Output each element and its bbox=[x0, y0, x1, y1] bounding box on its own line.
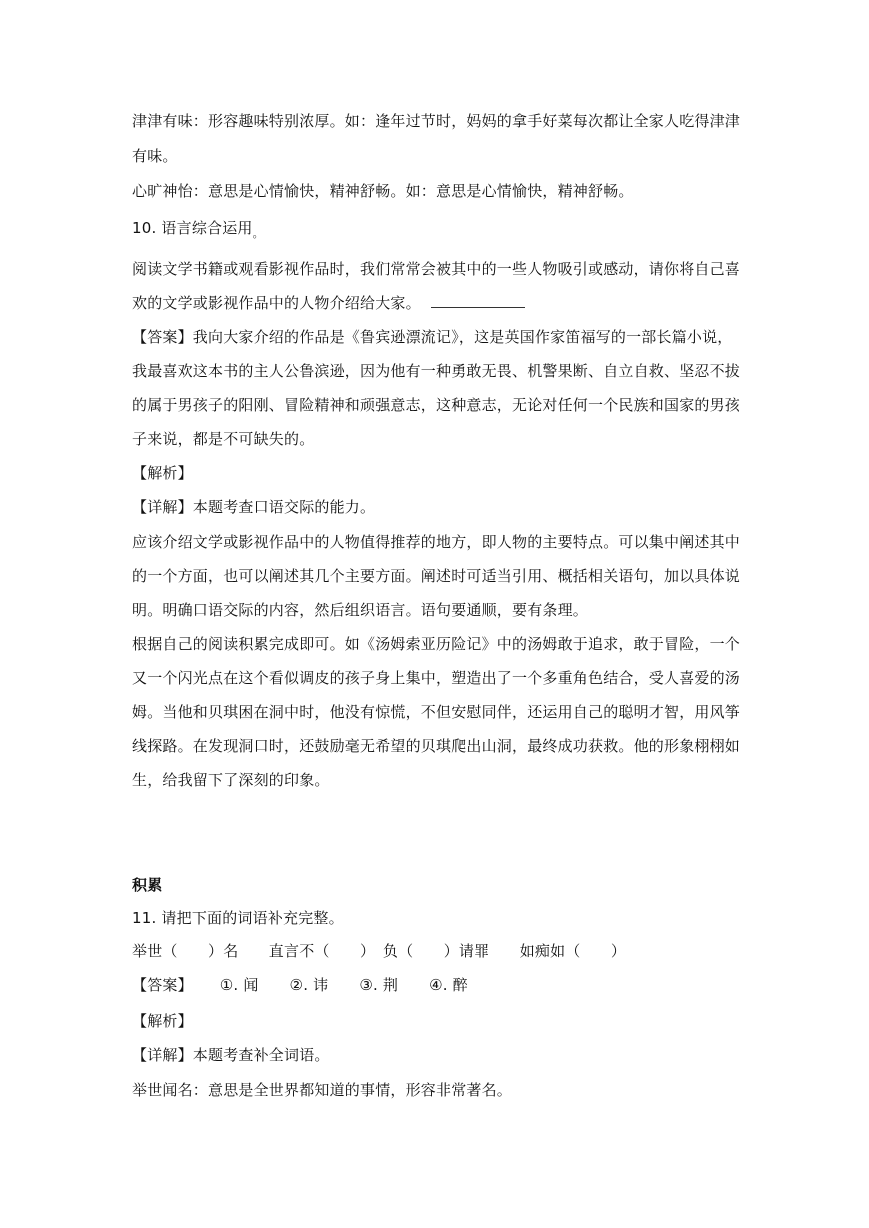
answer-item: ①. 闻 bbox=[219, 976, 259, 994]
question-10-title: 10. 语言综合运用$_。$ bbox=[132, 219, 264, 240]
section-label: 【解析】 bbox=[132, 1012, 193, 1030]
text-line: 阅读文学书籍或观看影视作品时，我们常常会被其中的一些人物吸引或感动，请你将自己喜 bbox=[132, 260, 741, 278]
answer-label: 【答案】 bbox=[132, 976, 193, 994]
fill-in-words: 举世（ ）名 直言不（ ） 负（ ）请罪 如痴如（ ） bbox=[132, 942, 627, 960]
text-line: 的一个方面，也可以阐述其几个主要方面。阐述时可适当引用、概括相关语句，加以具体说 bbox=[132, 567, 741, 585]
text-line: 我最喜欢这本书的主人公鲁滨逊，因为他有一种勇敢无畏、机警果断、自立自救、坚忍不拔 bbox=[132, 362, 741, 380]
text-line: 应该介绍文学或影视作品中的人物值得推荐的地方，即人物的主要特点。可以集中阐述其中 bbox=[132, 533, 741, 551]
answer-item: ③. 荆 bbox=[359, 976, 399, 994]
text-line: 欢的文学或影视作品中的人物介绍给大家。 bbox=[132, 293, 525, 313]
answer-items bbox=[220, 975, 494, 995]
answer-item: ④. 醉 bbox=[429, 976, 468, 994]
text-line: 【答案】我向大家介绍的作品是《鲁宾逊漂流记》，这是英国作家笛福写的一部长篇小说， bbox=[132, 328, 733, 346]
question-11-title: 11. 请把下面的词语补充完整。 bbox=[132, 909, 344, 927]
text-line: 的属于男孩子的阳刚、冒险精神和顽强意志，这种意志，无论对任何一个民族和国家的男孩 bbox=[132, 396, 741, 414]
answer-blank bbox=[431, 293, 525, 308]
text-line: 又一个闪光点在这个看似调皮的孩子身上集中，塑造出了一个多重角色结合，受人喜爱的汤 bbox=[132, 669, 741, 687]
section-heading: 积累 bbox=[132, 876, 163, 894]
text-line: 【详解】本题考查补全词语。 bbox=[132, 1046, 330, 1064]
text-line: 心旷神怡：意思是心情愉快，精神舒畅。如：意思是心情愉快，精神舒畅。 bbox=[132, 182, 634, 200]
text-line: 有味。 bbox=[132, 147, 178, 165]
text-line: 生，给我留下了深刻的印象。 bbox=[132, 771, 330, 789]
text-line: 根据自己的阅读积累完成即可。如《汤姆索亚历险记》中的汤姆敢于追求，敢于冒险，一个 bbox=[132, 635, 741, 653]
answer-item: ②. 讳 bbox=[289, 976, 329, 994]
answer-line bbox=[132, 975, 494, 995]
text-line: 姆。当他和贝琪困在洞中时，他没有惊慌，不但安慰同伴，还运用自己的聪明才智，用风筝 bbox=[132, 703, 741, 721]
text-line: 津津有味：形容趣味特别浓厚。如：逢年过节时，妈妈的拿手好菜每次都让全家人吃得津津 bbox=[132, 112, 741, 130]
text-line: 明。明确口语交际的内容，然后组织语言。语句要通顺，要有条理。 bbox=[132, 601, 589, 619]
text-line: 【详解】本题考查口语交际的能力。 bbox=[132, 498, 376, 516]
text-line: 线探路。在发现洞口时，还鼓励毫无希望的贝琪爬出山洞，最终成功获救。他的形象栩栩如 bbox=[132, 737, 741, 755]
text-line: 举世闻名：意思是全世界都知道的事情，形容非常著名。 bbox=[132, 1081, 513, 1099]
text-line: 子来说，都是不可缺失的。 bbox=[132, 430, 315, 448]
trailing-mark: 。 bbox=[252, 227, 264, 240]
section-label: 【解析】 bbox=[132, 464, 193, 482]
